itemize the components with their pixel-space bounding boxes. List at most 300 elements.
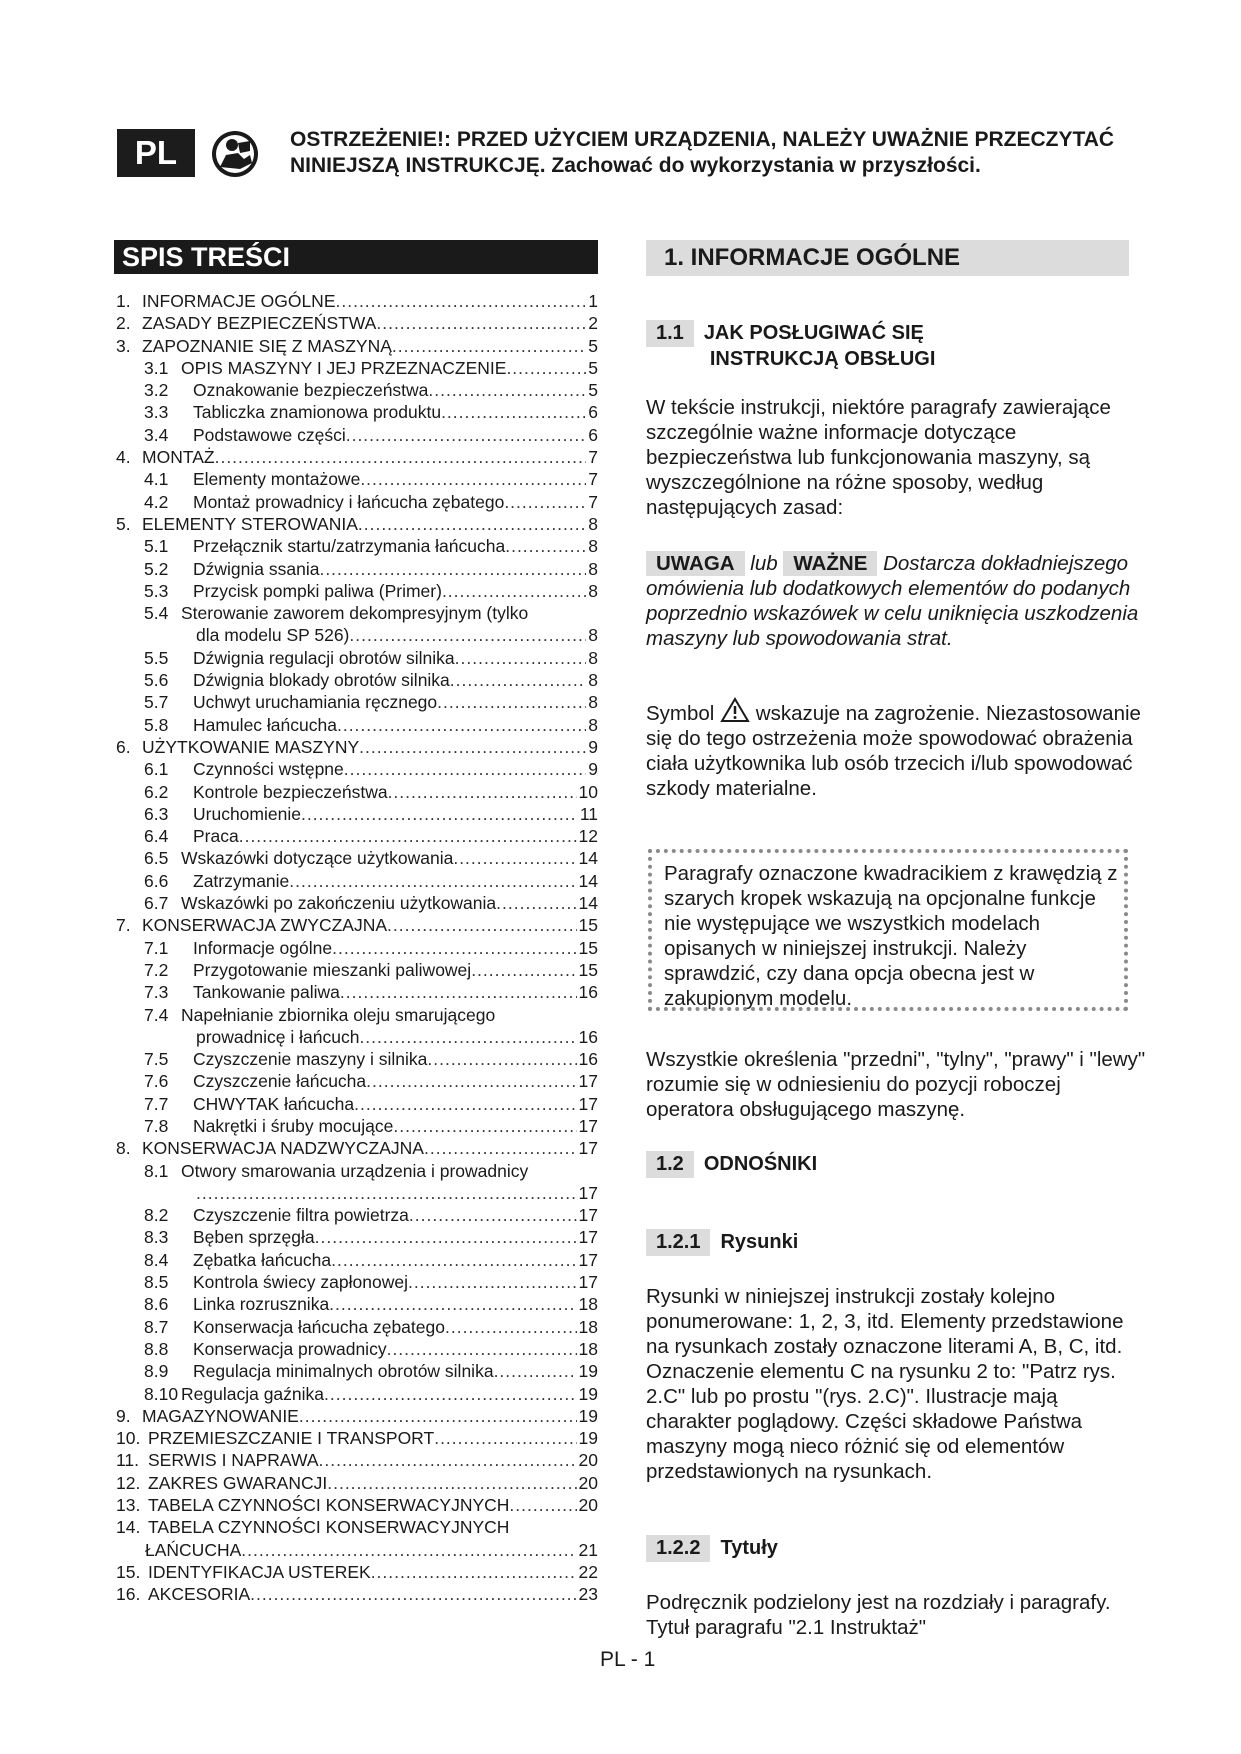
toc-title-text: Przełącznik startu/zatrzymania łańcucha bbox=[193, 536, 506, 557]
toc-leader-dots bbox=[332, 937, 576, 959]
toc-page: 16 bbox=[578, 982, 598, 1003]
toc-leader-dots bbox=[453, 847, 576, 869]
toc-page: 15 bbox=[578, 959, 598, 980]
toc-leader-dots bbox=[506, 357, 586, 379]
toc-leader-dots bbox=[337, 714, 586, 736]
toc-number: 6.4 bbox=[144, 826, 169, 847]
toc-page: 18 bbox=[578, 1294, 598, 1315]
language-badge: PL bbox=[117, 129, 195, 177]
toc-title-text: Konserwacja prowadnicy bbox=[193, 1338, 387, 1359]
toc-title-text: INFORMACJE OGÓLNE bbox=[142, 291, 336, 311]
toc-title-text: TABELA CZYNNOŚCI KONSERWACYJNYCH bbox=[148, 1517, 510, 1538]
toc-number: 8. bbox=[116, 1138, 131, 1159]
toc-item[interactable] bbox=[116, 1137, 598, 1159]
toc-title-text: SERWIS I NAPRAWA bbox=[148, 1450, 319, 1471]
toc-item[interactable] bbox=[116, 1226, 598, 1248]
toc-page: 7 bbox=[588, 491, 598, 512]
toc-item[interactable] bbox=[116, 1160, 598, 1182]
toc-title-text: PRZEMIESZCZANIE I TRANSPORT bbox=[148, 1428, 435, 1449]
toc-number: 12. bbox=[116, 1472, 141, 1493]
toc-item[interactable] bbox=[116, 669, 598, 691]
toc-number: 15. bbox=[116, 1561, 141, 1582]
toc-page: 5 bbox=[588, 357, 598, 378]
hazard-text-after: wskazuje na zagrożenie. Niezastosowanie się do tego ostrzeżenia może spowodować obrażenia ciała użytkownika lub osób trzecich i/lub spowodować szkody materialne. bbox=[646, 702, 1141, 800]
toc-leader-dots bbox=[442, 580, 586, 602]
notice-text: Dostarcza dokładniejszego omówienia lub dodatkowych elementów do podanych poprzednio wskazówek w celu uniknięcia uszkodzenia maszyny lub spowodowania strat. bbox=[646, 552, 1139, 650]
toc-page: 8 bbox=[588, 558, 598, 579]
toc-item[interactable] bbox=[116, 357, 598, 379]
toc-number: 14. bbox=[116, 1517, 141, 1538]
toc-item[interactable] bbox=[116, 468, 598, 490]
toc-number: 4. bbox=[116, 447, 131, 468]
toc-title-text: Linka rozrusznika bbox=[193, 1294, 330, 1315]
toc-item[interactable] bbox=[116, 1070, 598, 1092]
toc-page: 17 bbox=[578, 1182, 598, 1203]
toc-title-text: Regulacja minimalnych obrotów silnika bbox=[193, 1361, 494, 1382]
toc-item[interactable] bbox=[116, 647, 598, 669]
toc-leader-dots bbox=[393, 1115, 576, 1137]
toc-number: 8.3 bbox=[144, 1227, 169, 1248]
toc-item[interactable] bbox=[116, 781, 598, 803]
toc-title-text: Dźwignia regulacji obrotów silnika bbox=[193, 647, 455, 668]
toc-page: 17 bbox=[578, 1272, 598, 1293]
toc-item[interactable] bbox=[116, 937, 598, 959]
paragraph-hazard bbox=[646, 697, 1146, 801]
toc-page: 19 bbox=[578, 1405, 598, 1426]
toc-title-text: Czyszczenie łańcucha bbox=[193, 1071, 367, 1092]
toc-leader-dots bbox=[376, 312, 586, 334]
subsection-number: 1.2.2 bbox=[646, 1535, 710, 1562]
toc-number: 7.6 bbox=[144, 1071, 169, 1092]
toc-page: 17 bbox=[578, 1249, 598, 1270]
subsection-title: ODNOŚNIKI bbox=[703, 1153, 818, 1175]
toc-page: 14 bbox=[578, 848, 598, 869]
toc-title-text: IDENTYFIKACJA USTEREK bbox=[148, 1561, 371, 1582]
toc-title-text: Uchwyt uruchamiania ręcznego bbox=[193, 692, 438, 713]
toc-page: 5 bbox=[588, 380, 598, 401]
toc-title-text: ZASADY BEZPIECZEŃSTWA bbox=[142, 313, 377, 334]
toc-item[interactable] bbox=[116, 1539, 598, 1561]
toc-title-text: Zatrzymanie bbox=[193, 870, 290, 891]
toc-page: 20 bbox=[578, 1495, 598, 1516]
toc-number: 6.3 bbox=[144, 803, 169, 824]
toc-page: 8 bbox=[588, 647, 598, 668]
toc-page: 18 bbox=[578, 1338, 598, 1359]
toc-page: 19 bbox=[578, 1428, 598, 1449]
toc-leader-dots bbox=[428, 379, 586, 401]
toc-page: 8 bbox=[588, 513, 598, 534]
toc-title-text: Tankowanie paliwa bbox=[193, 982, 340, 1003]
toc-title-text: KONSERWACJA ZWYCZAJNA bbox=[142, 915, 388, 936]
toc-title-text: UŻYTKOWANIE MASZYNY bbox=[142, 736, 360, 757]
subsection-1-2-2 bbox=[646, 1535, 778, 1562]
subsection-title-line2: INSTRUKCJĄ OBSŁUGI bbox=[709, 348, 936, 370]
toc-leader-dots bbox=[358, 513, 586, 535]
toc-page: 12 bbox=[578, 826, 598, 847]
paragraph-directions: Wszystkie określenia "przedni", "tylny", "prawy" i "lewy" rozumie się w odniesieniu do pozycji roboczej operatora obsługującego maszynę. bbox=[646, 1048, 1146, 1121]
hazard-text-before: Symbol bbox=[646, 702, 715, 725]
toc-item[interactable] bbox=[116, 1561, 598, 1583]
toc-leader-dots bbox=[340, 981, 577, 1003]
warning-triangle-icon bbox=[720, 697, 750, 723]
toc-item[interactable] bbox=[116, 1316, 598, 1338]
toc-item[interactable] bbox=[116, 1293, 598, 1315]
toc-title-text: AKCESORIA bbox=[148, 1584, 251, 1605]
toc-number: 6.1 bbox=[144, 759, 169, 780]
toc-number: 7.5 bbox=[144, 1049, 169, 1070]
toc-number: 10. bbox=[116, 1428, 141, 1449]
toc-number: 8.1 bbox=[144, 1160, 169, 1181]
toc-number: 1. bbox=[116, 291, 131, 311]
toc-page: 6 bbox=[588, 402, 598, 423]
toc-page: 17 bbox=[578, 1071, 598, 1092]
toc-item[interactable] bbox=[116, 1472, 598, 1494]
toc-leader-dots bbox=[408, 1271, 577, 1293]
toc-page: 20 bbox=[578, 1450, 598, 1471]
toc-leader-dots bbox=[471, 959, 576, 981]
toc-item[interactable] bbox=[116, 424, 598, 446]
subsection-title-line1: JAK POSŁUGIWAĆ SIĘ bbox=[703, 322, 924, 344]
toc-leader-dots bbox=[299, 1405, 577, 1427]
toc-title-text: Zębatka łańcucha bbox=[193, 1249, 332, 1270]
toc-page: 17 bbox=[578, 1205, 598, 1226]
toc-title-text: MONTAŻ bbox=[142, 447, 215, 468]
toc-item[interactable] bbox=[116, 959, 598, 981]
paragraph-notice bbox=[646, 551, 1146, 651]
toc-leader-dots bbox=[427, 1048, 576, 1070]
subsection-number: 1.2.1 bbox=[646, 1229, 710, 1256]
read-manual-icon bbox=[210, 129, 260, 179]
toc-page: 16 bbox=[578, 1049, 598, 1070]
toc-item[interactable] bbox=[116, 870, 598, 892]
toc-leader-dots bbox=[437, 691, 586, 713]
toc-page: 19 bbox=[578, 1383, 598, 1404]
toc-title-text: CHWYTAK łańcucha bbox=[193, 1093, 355, 1114]
toc-number: 5.1 bbox=[144, 536, 169, 557]
toc-title-text: Sterowanie zaworem dekompresyjnym (tylko bbox=[181, 603, 529, 624]
toc-page: 8 bbox=[588, 670, 598, 691]
toc-leader-dots bbox=[388, 781, 577, 803]
toc-number: 3.2 bbox=[144, 380, 169, 401]
toc-number: 5.5 bbox=[144, 647, 169, 668]
toc-item[interactable] bbox=[116, 847, 598, 869]
toc-title-text: Nakrętki i śruby mocujące bbox=[193, 1115, 394, 1136]
toc-item[interactable] bbox=[116, 1494, 598, 1516]
toc-page: 20 bbox=[578, 1472, 598, 1493]
toc-page: 9 bbox=[588, 736, 598, 757]
toc-leader-dots bbox=[354, 1093, 576, 1115]
toc-number: 5.3 bbox=[144, 580, 169, 601]
toc-leader-dots bbox=[359, 736, 586, 758]
toc-number: 5.7 bbox=[144, 692, 169, 713]
toc-item[interactable] bbox=[116, 892, 598, 914]
toc-leader-dots bbox=[496, 892, 576, 914]
toc-number: 5. bbox=[116, 513, 131, 534]
toc-item[interactable] bbox=[116, 691, 598, 713]
toc-item[interactable] bbox=[116, 714, 598, 736]
toc-page: 16 bbox=[578, 1026, 598, 1047]
subsection-1-1 bbox=[646, 320, 935, 372]
toc-number: 4.1 bbox=[144, 469, 169, 490]
toc-leader-dots bbox=[504, 491, 586, 513]
toc-page: 5 bbox=[588, 335, 598, 356]
toc-page: 21 bbox=[578, 1539, 598, 1560]
toc-page: 17 bbox=[578, 1227, 598, 1248]
toc-title-text: Przygotowanie mieszanki paliwowej bbox=[193, 959, 472, 980]
toc-item[interactable] bbox=[116, 580, 598, 602]
toc-item[interactable] bbox=[116, 1204, 598, 1226]
toc-number: 6.6 bbox=[144, 870, 169, 891]
toc-number: 8.5 bbox=[144, 1272, 169, 1293]
toc-leader-dots bbox=[409, 1204, 577, 1226]
toc-number: 3.4 bbox=[144, 424, 169, 445]
toc-page: 8 bbox=[588, 692, 598, 713]
toc-page: 2 bbox=[588, 313, 598, 334]
toc-page: 8 bbox=[588, 536, 598, 557]
toc-title-text: Kontrola świecy zapłonowej bbox=[193, 1272, 408, 1293]
subsection-title: Tytuły bbox=[720, 1537, 778, 1559]
toc-title-text: Konserwacja łańcucha zębatego bbox=[193, 1316, 445, 1337]
toc-title-text: Podstawowe części bbox=[193, 424, 346, 445]
toc-item[interactable] bbox=[116, 401, 598, 423]
toc-title-text: dla modelu SP 526) bbox=[196, 625, 350, 646]
toc-leader-dots bbox=[360, 468, 586, 490]
toc-leader-dots bbox=[315, 1226, 577, 1248]
toc-number: 7.8 bbox=[144, 1115, 169, 1136]
toc-number: 8.2 bbox=[144, 1205, 169, 1226]
toc-number: 9. bbox=[116, 1405, 131, 1426]
subsection-1-2-1 bbox=[646, 1229, 798, 1256]
toc-leader-dots bbox=[289, 870, 576, 892]
toc-item[interactable] bbox=[116, 491, 598, 513]
toc-leader-dots bbox=[336, 290, 587, 312]
toc-leader-dots bbox=[331, 1249, 576, 1271]
toc-leader-dots bbox=[319, 1449, 577, 1471]
toc-title-text: Otwory smarowania urządzenia i prowadnicy bbox=[181, 1160, 529, 1181]
toc-item[interactable] bbox=[116, 1427, 598, 1449]
toc-item[interactable] bbox=[116, 1182, 598, 1204]
toc-leader-dots bbox=[239, 825, 577, 847]
toc-title-text: ZAKRES GWARANCJI bbox=[148, 1472, 328, 1493]
toc-item[interactable] bbox=[116, 1115, 598, 1137]
toc-item[interactable] bbox=[116, 1004, 598, 1026]
toc-page: 1 bbox=[588, 291, 598, 311]
toc-title-text: ŁAŃCUCHA bbox=[145, 1539, 242, 1560]
toc-leader-dots bbox=[392, 335, 586, 357]
toc-leader-dots bbox=[359, 1026, 576, 1048]
toc-title-text: Przycisk pompki paliwa (Primer) bbox=[193, 580, 442, 601]
toc-page: 23 bbox=[578, 1584, 598, 1605]
toc-item[interactable] bbox=[116, 803, 598, 825]
toc-title-text: Kontrole bezpieczeństwa bbox=[193, 781, 388, 802]
toc-title-text: Dźwignia blokady obrotów silnika bbox=[193, 670, 450, 691]
toc-item[interactable] bbox=[116, 1583, 598, 1605]
toc-number: 6. bbox=[116, 736, 131, 757]
toc-leader-dots bbox=[450, 669, 586, 691]
toc-leader-dots bbox=[327, 1472, 576, 1494]
toc-leader-dots bbox=[441, 401, 586, 423]
toc-number: 8.10 bbox=[144, 1383, 179, 1404]
toc-title-text: Regulacja gaźnika bbox=[181, 1383, 325, 1404]
subsection-title: Rysunki bbox=[720, 1231, 799, 1253]
toc-number: 6.2 bbox=[144, 781, 169, 802]
toc-number: 7.7 bbox=[144, 1093, 169, 1114]
toc-page: 8 bbox=[588, 580, 598, 601]
toc-number: 7.1 bbox=[144, 937, 169, 958]
toc-title-text: OPIS MASZYNY I JEJ PRZEZNACZENIE bbox=[181, 357, 507, 378]
toc-item[interactable] bbox=[116, 914, 598, 936]
paragraph-figures: Rysunki w niniejszej instrukcji zostały kolejno ponumerowane: 1, 2, 3, itd. Elementy przedstawione na rysunkach zostały oznaczone literami A, B, C, itd. Oznaczenie elementu C na rysunku 2 to: "Patrz rys. 2.C" lub po prostu "(rys. 2.C)". Ilustracje mają charakter poglądowy. Części składowe Państwa maszyny mogą nieco różnić się od elementów przedstawionych na rysunkach. bbox=[646, 1285, 1124, 1483]
toc-item[interactable] bbox=[116, 1026, 598, 1048]
toc-title-text: Wskazówki po zakończeniu użytkowania bbox=[181, 893, 497, 914]
toc-item[interactable] bbox=[116, 1338, 598, 1360]
toc-title-text: TABELA CZYNNOŚCI KONSERWACYJNYCH bbox=[148, 1495, 510, 1516]
toc-leader-dots bbox=[505, 535, 586, 557]
toc-page: 8 bbox=[588, 714, 598, 735]
toc-page: 15 bbox=[578, 937, 598, 958]
toc-item[interactable] bbox=[116, 1360, 598, 1382]
toc-number: 5.2 bbox=[144, 558, 169, 579]
toc-title-text: MAGAZYNOWANIE bbox=[142, 1405, 299, 1426]
toc-item[interactable] bbox=[116, 736, 598, 758]
toc-number: 2. bbox=[116, 313, 131, 334]
toc-number: 3.1 bbox=[144, 357, 169, 378]
toc-title-text: prowadnicę i łańcuch bbox=[196, 1026, 360, 1047]
toc-leader-dots bbox=[250, 1583, 576, 1605]
toc-leader-dots bbox=[319, 558, 586, 580]
subsection-number: 1.2 bbox=[646, 1151, 694, 1178]
toc-page: 11 bbox=[579, 803, 598, 824]
section-title: 1. INFORMACJE OGÓLNE bbox=[646, 240, 1129, 276]
toc-item[interactable] bbox=[116, 513, 598, 535]
toc-title-text: Tabliczka znamionowa produktu bbox=[193, 402, 442, 423]
toc-item[interactable] bbox=[116, 602, 598, 624]
toc-item[interactable] bbox=[116, 981, 598, 1003]
toc-leader-dots bbox=[494, 1360, 577, 1382]
toc-item[interactable] bbox=[116, 446, 598, 468]
toc-page: 14 bbox=[578, 870, 598, 891]
page-number: PL - 1 bbox=[600, 1648, 656, 1671]
optional-features-text: Paragrafy oznaczone kwadracikiem z krawędzią z szarych kropek wskazują na opcjonalne funkcje nie występujące we wszystkich modelach opisanych w niniejszej instrukcji. Należy sprawdzić, czy dana opcja obecna jest w zakupionym modelu. bbox=[664, 862, 1118, 1010]
toc-item[interactable] bbox=[116, 1271, 598, 1293]
toc-title-text: Czyszczenie filtra powietrza bbox=[193, 1205, 409, 1226]
toc-item[interactable] bbox=[116, 1516, 598, 1538]
toc-leader-dots bbox=[366, 1070, 576, 1092]
toc-number: 8.4 bbox=[144, 1249, 169, 1270]
toc-title-text: ELEMENTY STEROWANIA bbox=[142, 513, 358, 534]
toc-title-text: Informacje ogólne bbox=[193, 937, 333, 958]
toc-leader-dots bbox=[324, 1383, 577, 1405]
toc-item[interactable] bbox=[116, 535, 598, 557]
toc-number: 11. bbox=[116, 1450, 140, 1471]
toc-number: 8.8 bbox=[144, 1338, 169, 1359]
toc-item[interactable] bbox=[116, 335, 598, 357]
toc-number: 8.6 bbox=[144, 1294, 169, 1315]
toc-item[interactable] bbox=[116, 1383, 598, 1405]
toc-leader-dots bbox=[215, 446, 587, 468]
toc-number: 8.9 bbox=[144, 1361, 169, 1382]
toc-number: 7. bbox=[116, 915, 131, 936]
tag-uwaga: UWAGA bbox=[646, 551, 745, 576]
toc-page: 7 bbox=[588, 469, 598, 490]
toc-page: 8 bbox=[588, 625, 598, 646]
safety-warning bbox=[290, 127, 1150, 179]
subsection-number: 1.1 bbox=[646, 320, 694, 347]
toc-title-text: Hamulec łańcucha bbox=[193, 714, 337, 735]
toc-item[interactable] bbox=[116, 624, 598, 646]
toc-item[interactable] bbox=[116, 1249, 598, 1271]
toc-number: 16. bbox=[116, 1584, 141, 1605]
toc-number: 13. bbox=[116, 1495, 141, 1516]
subsection-1-2 bbox=[646, 1151, 817, 1178]
toc-leader-dots bbox=[387, 1338, 577, 1360]
table-of-contents bbox=[116, 290, 598, 1606]
toc-leader-dots bbox=[455, 647, 587, 669]
toc-title-text: Uruchomienie bbox=[193, 803, 301, 824]
toc-page: 10 bbox=[578, 781, 598, 802]
toc-page: 18 bbox=[578, 1316, 598, 1337]
toc-item[interactable] bbox=[116, 290, 598, 312]
toc-page: 19 bbox=[578, 1361, 598, 1382]
toc-leader-dots bbox=[387, 914, 577, 936]
paragraph-titles: Podręcznik podzielony jest na rozdziały i paragrafy. Tytuł paragrafu "2.1 Instruktaż" bbox=[646, 1591, 1111, 1639]
toc-item[interactable] bbox=[116, 379, 598, 401]
toc-number: 5.6 bbox=[144, 670, 169, 691]
toc-item[interactable] bbox=[116, 558, 598, 580]
toc-title-text: Bęben sprzęgła bbox=[193, 1227, 315, 1248]
toc-item[interactable] bbox=[116, 758, 598, 780]
toc-item[interactable] bbox=[116, 1093, 598, 1115]
toc-number: 5.8 bbox=[144, 714, 169, 735]
toc-item[interactable] bbox=[116, 825, 598, 847]
toc-leader-dots bbox=[371, 1561, 577, 1583]
warning-line-1: OSTRZEŻENIE!: PRZED UŻYCIEM URZĄDZENIA, NALEŻY UWAŻNIE PRZECZYTAĆ bbox=[290, 128, 1115, 151]
toc-leader-dots bbox=[196, 1182, 577, 1204]
toc-leader-dots bbox=[346, 424, 587, 446]
toc-title-text: Dźwignia ssania bbox=[193, 558, 320, 579]
toc-page: 6 bbox=[588, 424, 598, 445]
toc-item[interactable] bbox=[116, 1405, 598, 1427]
toc-leader-dots bbox=[424, 1137, 577, 1159]
tag-or: lub bbox=[750, 552, 778, 575]
toc-page: 17 bbox=[578, 1138, 598, 1159]
toc-number: 7.2 bbox=[144, 959, 169, 980]
toc-number: 4.2 bbox=[144, 491, 169, 512]
toc-leader-dots bbox=[434, 1427, 576, 1449]
toc-title-text: Montaż prowadnicy i łańcucha zębatego bbox=[193, 491, 505, 512]
toc-title-text: ZAPOZNANIE SIĘ Z MASZYNĄ bbox=[142, 335, 392, 356]
toc-number: 6.7 bbox=[144, 893, 169, 914]
toc-number: 5.4 bbox=[144, 603, 169, 624]
toc-leader-dots bbox=[445, 1316, 577, 1338]
toc-item[interactable] bbox=[116, 1449, 598, 1471]
toc-leader-dots bbox=[329, 1293, 576, 1315]
toc-leader-dots bbox=[344, 758, 586, 780]
toc-title-text: Elementy montażowe bbox=[193, 469, 361, 490]
toc-title-text: Praca bbox=[193, 826, 239, 847]
toc-leader-dots bbox=[241, 1539, 576, 1561]
toc-page: 15 bbox=[578, 915, 598, 936]
toc-item[interactable] bbox=[116, 1048, 598, 1070]
toc-title-text: Czyszczenie maszyny i silnika bbox=[193, 1049, 428, 1070]
toc-item[interactable] bbox=[116, 312, 598, 334]
warning-line-2: NINIEJSZĄ INSTRUKCJĘ. Zachować do wykorzystania w przyszłości. bbox=[290, 154, 981, 177]
toc-title-text: Oznakowanie bezpieczeństwa bbox=[193, 380, 429, 401]
toc-title-text: KONSERWACJA NADZWYCZAJNA bbox=[142, 1138, 424, 1159]
tag-wazne: WAŻNE bbox=[783, 551, 877, 576]
toc-page: 17 bbox=[578, 1093, 598, 1114]
paragraph-intro: W tekście instrukcji, niektóre paragrafy zawierające szczególnie ważne informacje dotyczące bezpieczeństwa lub funkcjonowania maszyny, są wyszczególnione na różne sposoby, według następujących zasad: bbox=[646, 396, 1111, 519]
